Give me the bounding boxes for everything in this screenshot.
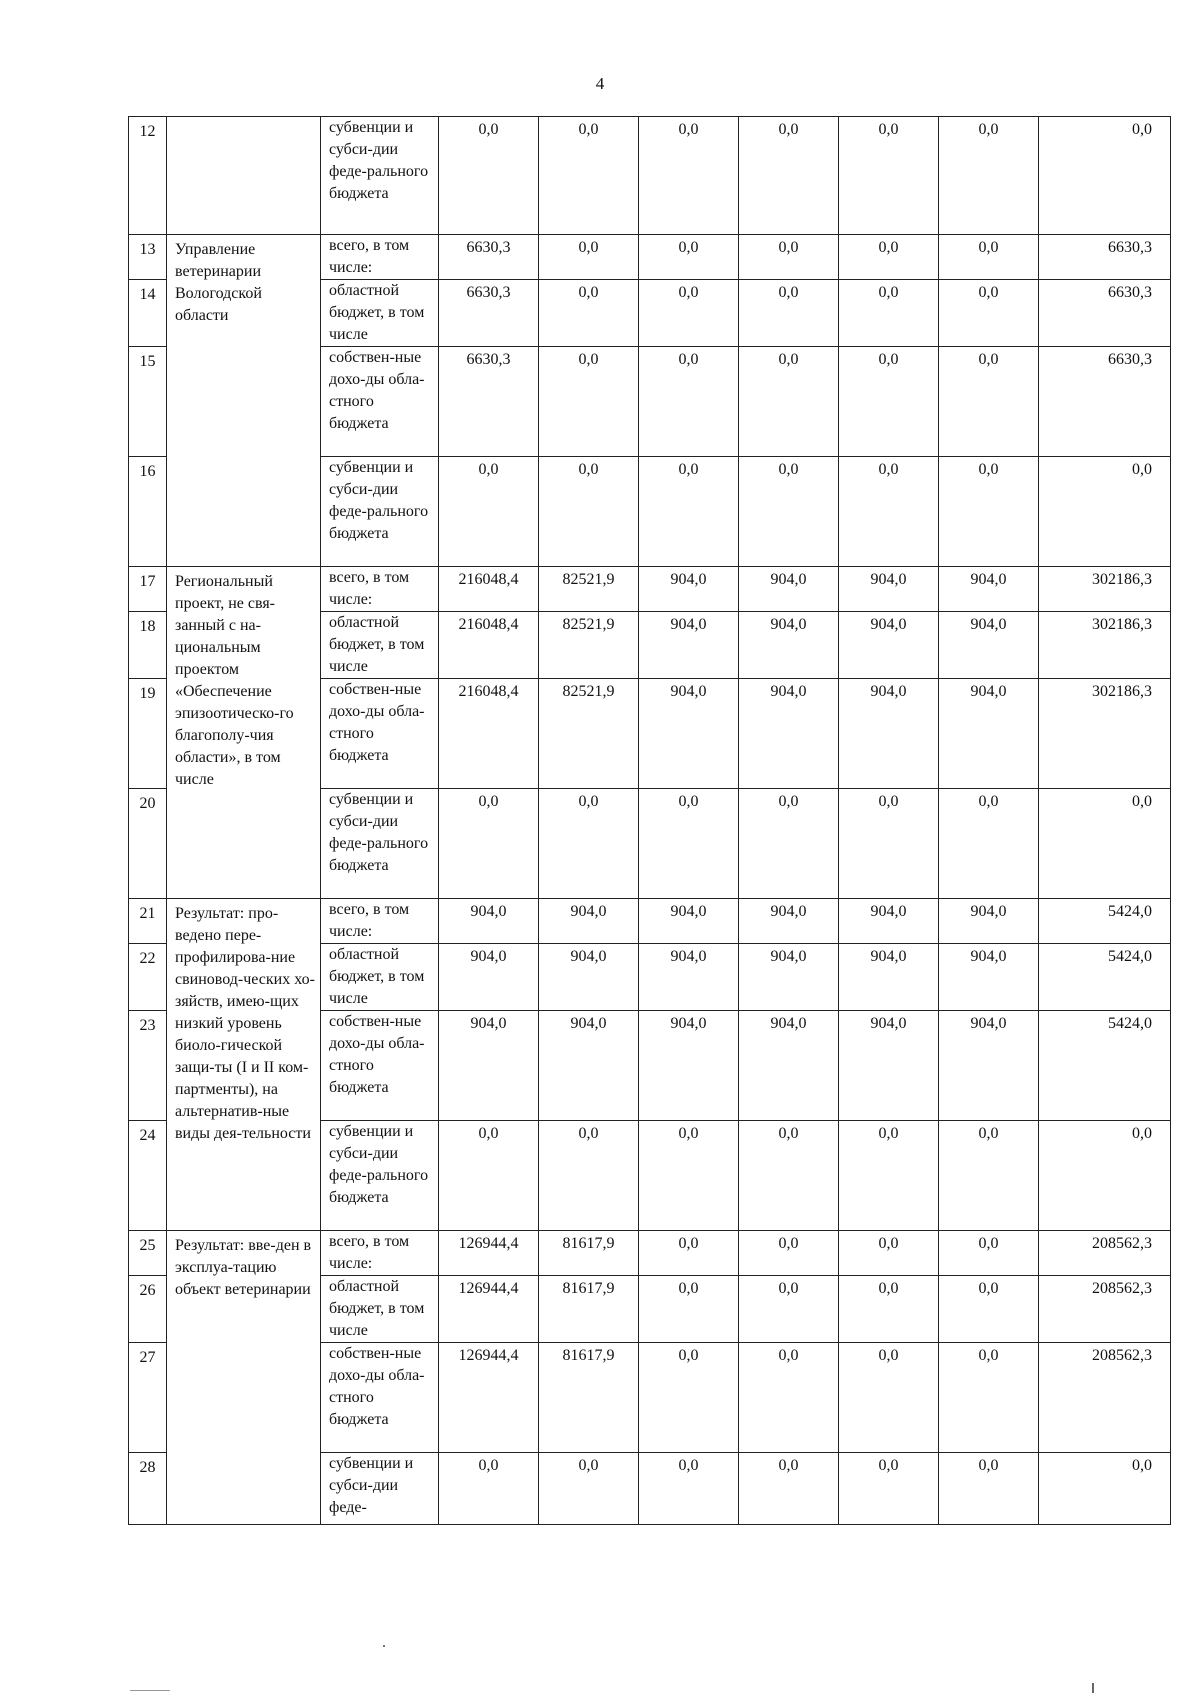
year-value-cell: 904,0 [439, 1011, 539, 1121]
table-row [129, 567, 1171, 612]
year-value-cell: 904,0 [939, 567, 1039, 612]
year-value-cell: 904,0 [839, 679, 939, 789]
year-value-cell: 0,0 [839, 1276, 939, 1343]
total-value-cell: 0,0 [1039, 1121, 1171, 1231]
year-value-cell: 0,0 [839, 347, 939, 457]
year-value-cell: 904,0 [539, 1011, 639, 1121]
row-number: 18 [129, 612, 167, 679]
funding-source-cell: областной бюджет, в том числе [321, 1276, 439, 1343]
year-value-cell: 904,0 [839, 612, 939, 679]
row-number: 28 [129, 1453, 167, 1525]
table-row [129, 899, 1171, 944]
year-value-cell: 904,0 [839, 567, 939, 612]
year-value-cell: 904,0 [739, 899, 839, 944]
year-value-cell: 0,0 [439, 1121, 539, 1231]
funding-source-cell: областной бюджет, в том числе [321, 944, 439, 1011]
row-number: 22 [129, 944, 167, 1011]
funding-source-cell: всего, в том числе: [321, 899, 439, 944]
year-value-cell: 904,0 [439, 944, 539, 1011]
funding-source-cell: субвенции и субси-дии феде- [321, 1453, 439, 1525]
funding-source-cell: субвенции и субси-дии феде-рального бюджета [321, 789, 439, 899]
funding-source-cell: областной бюджет, в том числе [321, 612, 439, 679]
year-value-cell: 0,0 [639, 457, 739, 567]
year-value-cell: 904,0 [639, 899, 739, 944]
year-value-cell: 0,0 [939, 235, 1039, 280]
year-value-cell: 0,0 [839, 1343, 939, 1453]
year-value-cell: 904,0 [939, 679, 1039, 789]
funding-source-cell: всего, в том числе: [321, 1231, 439, 1276]
year-value-cell: 0,0 [539, 280, 639, 347]
year-value-cell: 0,0 [939, 1343, 1039, 1453]
year-value-cell: 6630,3 [439, 280, 539, 347]
total-value-cell: 302186,3 [1039, 679, 1171, 789]
year-value-cell: 904,0 [739, 679, 839, 789]
total-value-cell: 6630,3 [1039, 235, 1171, 280]
year-value-cell: 904,0 [539, 944, 639, 1011]
year-value-cell: 904,0 [639, 679, 739, 789]
year-value-cell: 904,0 [939, 944, 1039, 1011]
year-value-cell: 0,0 [539, 235, 639, 280]
year-value-cell: 0,0 [639, 1231, 739, 1276]
year-value-cell: 0,0 [539, 789, 639, 899]
funding-source-cell: собствен-ные дохо-ды обла-стного бюджета [321, 347, 439, 457]
year-value-cell: 0,0 [639, 117, 739, 235]
row-number: 21 [129, 899, 167, 944]
table-row [129, 117, 1171, 235]
year-value-cell: 0,0 [939, 117, 1039, 235]
year-value-cell: 126944,4 [439, 1276, 539, 1343]
year-value-cell: 0,0 [539, 457, 639, 567]
year-value-cell: 0,0 [439, 117, 539, 235]
year-value-cell: 81617,9 [539, 1231, 639, 1276]
year-value-cell: 126944,4 [439, 1231, 539, 1276]
total-value-cell: 302186,3 [1039, 612, 1171, 679]
year-value-cell: 0,0 [639, 1276, 739, 1343]
year-value-cell: 82521,9 [539, 612, 639, 679]
year-value-cell: 0,0 [839, 1121, 939, 1231]
row-number: 25 [129, 1231, 167, 1276]
funding-source-cell: собствен-ные дохо-ды обла-стного бюджета [321, 1343, 439, 1453]
year-value-cell: 904,0 [639, 944, 739, 1011]
year-value-cell: 0,0 [839, 235, 939, 280]
table-row [129, 235, 1171, 280]
funding-source-cell: субвенции и субси-дии феде-рального бюджета [321, 1121, 439, 1231]
year-value-cell: 904,0 [839, 1011, 939, 1121]
year-value-cell: 904,0 [439, 899, 539, 944]
funding-source-cell: собствен-ные дохо-ды обла-стного бюджета [321, 1011, 439, 1121]
year-value-cell: 904,0 [839, 899, 939, 944]
year-value-cell: 0,0 [739, 1231, 839, 1276]
year-value-cell: 0,0 [639, 280, 739, 347]
year-value-cell: 0,0 [839, 457, 939, 567]
year-value-cell: 0,0 [439, 1453, 539, 1525]
row-number: 17 [129, 567, 167, 612]
total-value-cell: 208562,3 [1039, 1343, 1171, 1453]
year-value-cell: 0,0 [639, 789, 739, 899]
year-value-cell: 904,0 [939, 612, 1039, 679]
total-value-cell: 302186,3 [1039, 567, 1171, 612]
program-name-cell: Региональный проект, не свя-занный с на-циональным проектом «Обеспечение эпизоотическо-го благополу-чия области», в том числе [167, 567, 321, 899]
year-value-cell: 904,0 [739, 612, 839, 679]
year-value-cell: 0,0 [939, 347, 1039, 457]
year-value-cell: 0,0 [539, 117, 639, 235]
year-value-cell: 904,0 [939, 899, 1039, 944]
year-value-cell: 904,0 [539, 899, 639, 944]
year-value-cell: 216048,4 [439, 612, 539, 679]
year-value-cell: 0,0 [739, 789, 839, 899]
year-value-cell: 0,0 [639, 1453, 739, 1525]
year-value-cell: 904,0 [739, 1011, 839, 1121]
year-value-cell: 81617,9 [539, 1276, 639, 1343]
program-name-cell: Результат: про-ведено пере-профилирова-ние свиновод-ческих хо-зяйств, имею-щих низкий уровень биоло-гической защи-ты (I и II ком-партменты), на альтернатив-ные виды дея-тельности [167, 899, 321, 1231]
program-name-cell: Управление ветеринарии Вологодской области [167, 235, 321, 567]
row-number: 27 [129, 1343, 167, 1453]
year-value-cell: 126944,4 [439, 1343, 539, 1453]
program-name-cell: Результат: вве-ден в эксплуа-тацию объект ветеринарии [167, 1231, 321, 1525]
program-name-cell [167, 117, 321, 235]
year-value-cell: 0,0 [639, 1121, 739, 1231]
year-value-cell: 0,0 [739, 1343, 839, 1453]
total-value-cell: 208562,3 [1039, 1231, 1171, 1276]
row-number: 16 [129, 457, 167, 567]
year-value-cell: 0,0 [639, 1343, 739, 1453]
total-value-cell: 6630,3 [1039, 280, 1171, 347]
row-number: 13 [129, 235, 167, 280]
year-value-cell: 0,0 [739, 347, 839, 457]
row-number: 15 [129, 347, 167, 457]
row-number: 23 [129, 1011, 167, 1121]
year-value-cell: 0,0 [539, 1121, 639, 1231]
year-value-cell: 0,0 [439, 457, 539, 567]
total-value-cell: 6630,3 [1039, 347, 1171, 457]
year-value-cell: 904,0 [639, 567, 739, 612]
year-value-cell: 0,0 [539, 1453, 639, 1525]
year-value-cell: 0,0 [739, 280, 839, 347]
row-number: 12 [129, 117, 167, 235]
funding-source-cell: всего, в том числе: [321, 235, 439, 280]
year-value-cell: 0,0 [539, 347, 639, 457]
row-number: 19 [129, 679, 167, 789]
total-value-cell: 0,0 [1039, 457, 1171, 567]
year-value-cell: 0,0 [739, 1276, 839, 1343]
total-value-cell: 5424,0 [1039, 1011, 1171, 1121]
row-number: 24 [129, 1121, 167, 1231]
funding-source-cell: всего, в том числе: [321, 567, 439, 612]
total-value-cell: 5424,0 [1039, 899, 1171, 944]
year-value-cell: 81617,9 [539, 1343, 639, 1453]
year-value-cell: 0,0 [439, 789, 539, 899]
table-row [129, 1231, 1171, 1276]
year-value-cell: 6630,3 [439, 347, 539, 457]
row-number: 20 [129, 789, 167, 899]
funding-source-cell: субвенции и субси-дии феде-рального бюджета [321, 117, 439, 235]
year-value-cell: 0,0 [639, 235, 739, 280]
year-value-cell: 0,0 [939, 280, 1039, 347]
year-value-cell: 904,0 [639, 1011, 739, 1121]
page-number: 4 [595, 74, 605, 93]
scan-mark-right [1092, 1683, 1094, 1693]
year-value-cell: 904,0 [639, 612, 739, 679]
year-value-cell: 0,0 [739, 235, 839, 280]
budget-table [128, 116, 1171, 1525]
year-value-cell: 216048,4 [439, 679, 539, 789]
year-value-cell: 82521,9 [539, 679, 639, 789]
year-value-cell: 0,0 [939, 789, 1039, 899]
year-value-cell: 0,0 [739, 117, 839, 235]
year-value-cell: 904,0 [939, 1011, 1039, 1121]
row-number: 26 [129, 1276, 167, 1343]
year-value-cell: 0,0 [839, 789, 939, 899]
year-value-cell: 0,0 [839, 117, 939, 235]
year-value-cell: 0,0 [739, 1121, 839, 1231]
funding-source-cell: субвенции и субси-дии феде-рального бюджета [321, 457, 439, 567]
year-value-cell: 216048,4 [439, 567, 539, 612]
total-value-cell: 0,0 [1039, 117, 1171, 235]
total-value-cell: 208562,3 [1039, 1276, 1171, 1343]
year-value-cell: 0,0 [939, 457, 1039, 567]
row-number: 14 [129, 280, 167, 347]
year-value-cell: 0,0 [839, 280, 939, 347]
year-value-cell: 904,0 [839, 944, 939, 1011]
total-value-cell: 0,0 [1039, 1453, 1171, 1525]
year-value-cell: 0,0 [939, 1453, 1039, 1525]
year-value-cell: 6630,3 [439, 235, 539, 280]
total-value-cell: 0,0 [1039, 789, 1171, 899]
year-value-cell: 0,0 [739, 457, 839, 567]
year-value-cell: 904,0 [739, 944, 839, 1011]
year-value-cell: 0,0 [939, 1276, 1039, 1343]
year-value-cell: 0,0 [839, 1453, 939, 1525]
year-value-cell: 0,0 [739, 1453, 839, 1525]
year-value-cell: 0,0 [839, 1231, 939, 1276]
year-value-cell: 82521,9 [539, 567, 639, 612]
funding-source-cell: собствен-ные дохо-ды обла-стного бюджета [321, 679, 439, 789]
year-value-cell: 0,0 [939, 1231, 1039, 1276]
year-value-cell: 0,0 [939, 1121, 1039, 1231]
funding-source-cell: областной бюджет, в том числе [321, 280, 439, 347]
year-value-cell: 0,0 [639, 347, 739, 457]
year-value-cell: 904,0 [739, 567, 839, 612]
total-value-cell: 5424,0 [1039, 944, 1171, 1011]
scan-mark-left [130, 1690, 170, 1691]
scan-dot [383, 1645, 385, 1647]
